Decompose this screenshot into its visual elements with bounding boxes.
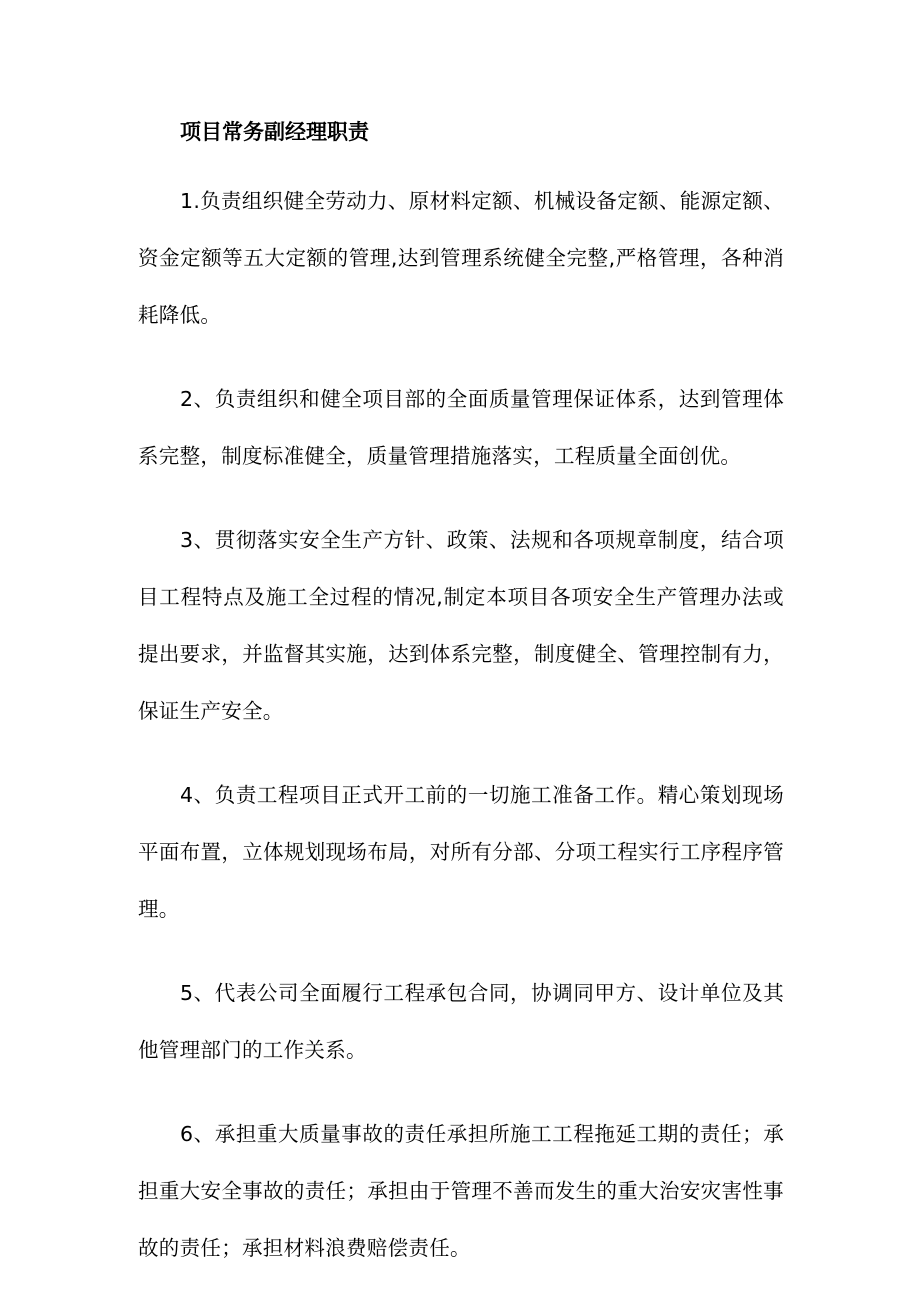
duty-paragraph-2: 2、负责组织和健全项目部的全面质量管理保证体系，达到管理体系完整，制度标准健全，质量管理措施落实，工程质量全面创优。 (138, 387, 784, 468)
document-body (138, 173, 784, 1304)
document-title: 项目常务副经理职责 (180, 120, 369, 144)
duty-paragraph-4: 4、负责工程项目正式开工前的一切施工准备工作。精心策划现场平面布置，立体规划现场布局，对所有分部、分项工程实行工序程序管理。 (138, 783, 784, 921)
duty-paragraph-6: 6、承担重大质量事故的责任承担所施工工程拖延工期的责任；承担重大安全事故的责任；承担由于管理不善而发生的重大治安灾害性事故的责任；承担材料浪费赔偿责任。 (138, 1122, 784, 1260)
duty-paragraph-5: 5、代表公司全面履行工程承包合同，协调同甲方、设计单位及其他管理部门的工作关系。 (138, 981, 784, 1062)
duty-paragraph-3: 3、贯彻落实安全生产方针、政策、法规和各项规章制度，结合项目工程特点及施工全过程的情况,制定本项目各项安全生产管理办法或提出要求，并监督其实施，达到体系完整，制度健全、管理控制有力，保证生产安全。 (138, 528, 784, 723)
duty-paragraph-1: 1.负责组织健全劳动力、原材料定额、机械设备定额、能源定额、资金定额等五大定额的管理,达到管理系统健全完整,严格管理，各种消耗降低。 (138, 189, 784, 327)
